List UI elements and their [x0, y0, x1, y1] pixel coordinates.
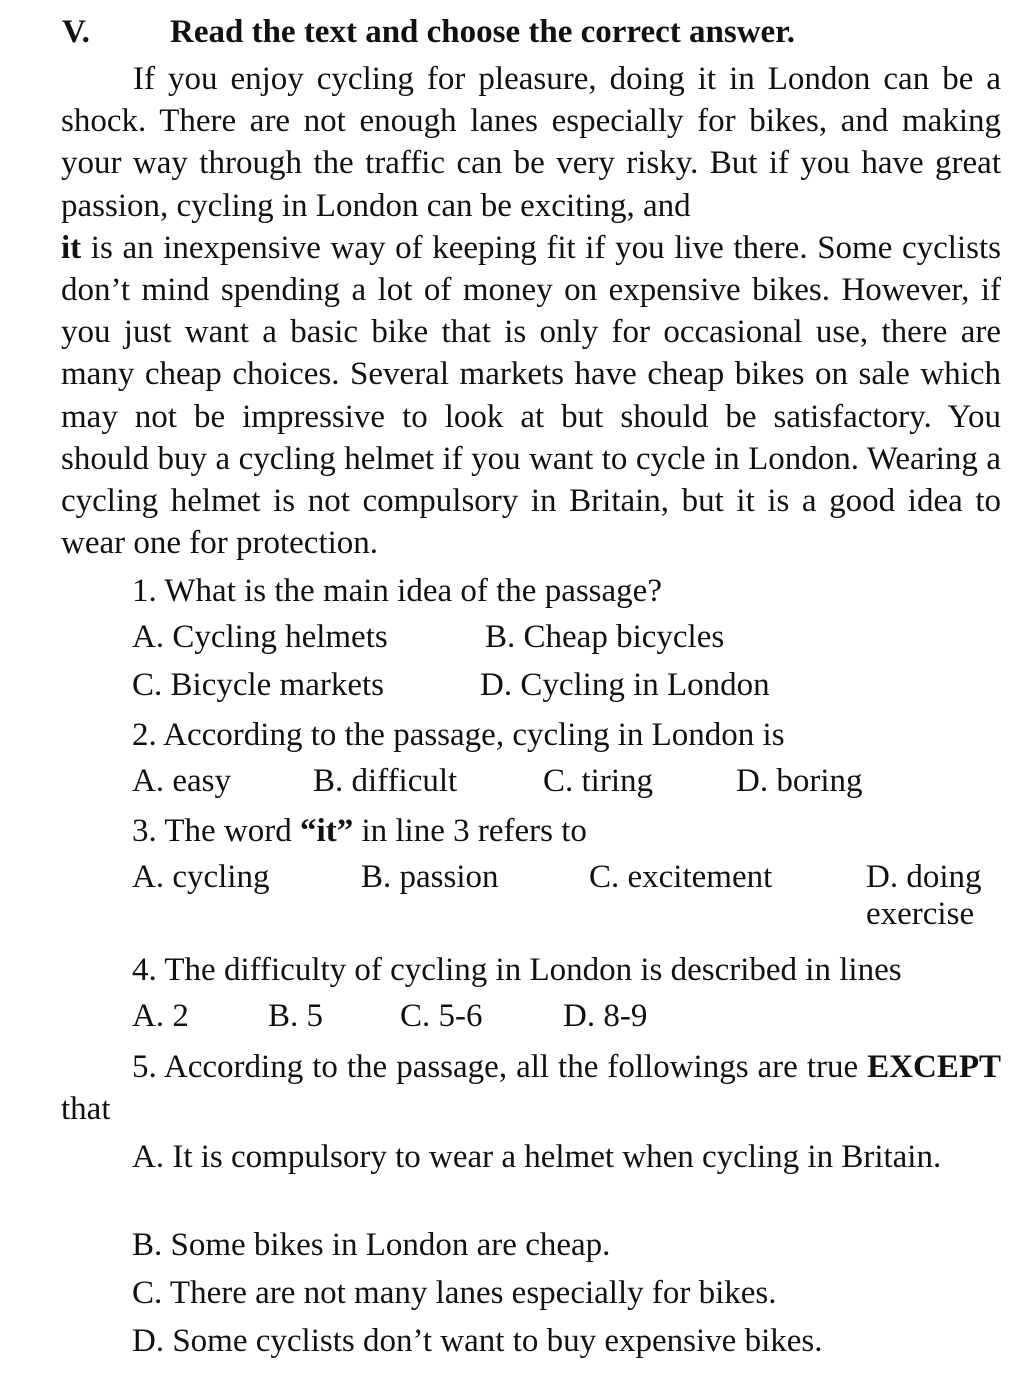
question-2-stem: 2. According to the passage, cycling in London is: [132, 717, 785, 753]
passage-part-1: If you enjoy cycling for pleasure, doing it in London can be a shock. There are not enough lanes especially for bikes, and making your way through the traffic can be very risky. But if you have great passion, cycling in London can be exciting, and: [61, 61, 1001, 224]
reading-passage: [61, 58, 1001, 564]
q4-option-c[interactable]: C. 5-6: [400, 998, 483, 1034]
q5-option-d[interactable]: D. Some cyclists don’t want to buy expensive bikes.: [132, 1323, 823, 1359]
section-instruction: Read the text and choose the correct answer.: [170, 14, 796, 50]
passage-bold-word: it: [61, 229, 82, 266]
question-3-stem: [132, 811, 587, 851]
q4-option-b[interactable]: B. 5: [268, 998, 324, 1034]
q3-option-c[interactable]: C. excitement: [589, 859, 773, 895]
q1-option-c[interactable]: C. Bicycle markets: [132, 667, 385, 703]
q4-option-a[interactable]: A. 2: [132, 998, 189, 1034]
q2-option-d[interactable]: D. boring: [736, 763, 863, 799]
q2-option-a[interactable]: A. easy: [132, 763, 231, 799]
q2-option-c[interactable]: C. tiring: [543, 763, 654, 799]
q3-stem-start: 3. The word: [132, 813, 301, 849]
q5-stem-start: 5. According to the passage, all the followings are true: [132, 1049, 868, 1085]
q3-stem-keyword: “it”: [300, 813, 354, 849]
q4-option-d[interactable]: D. 8-9: [563, 998, 648, 1034]
q1-option-d[interactable]: D. Cycling in London: [480, 667, 770, 703]
q2-option-b[interactable]: B. difficult: [313, 763, 458, 799]
q3-option-a[interactable]: A. cycling: [132, 859, 270, 895]
q5-option-c[interactable]: C. There are not many lanes especially for bikes.: [132, 1275, 777, 1311]
q1-option-b[interactable]: B. Cheap bicycles: [485, 619, 725, 655]
q3-option-b[interactable]: B. passion: [361, 859, 499, 895]
passage-part-2: is an inexpensive way of keeping fit if you live there. Some cyclists don’t mind spending a lot of money on expensive bikes. However, if you just want a basic bike that is only for occasional use, there are many cheap choices. Several markets have cheap bikes on sale which may not be impressive to look at but should be satisfactory. You should buy a cycling helmet if you want to cycle in London. Wearing a cycling helmet is not compulsory in Britain, but it is a good idea to wear one for protection.: [61, 229, 1001, 562]
q5-stem-end: that: [61, 1091, 111, 1127]
question-1-stem: 1. What is the main idea of the passage?: [132, 573, 662, 609]
q3-option-d-wrap: [61, 859, 1001, 932]
q5-option-b[interactable]: B. Some bikes in London are cheap.: [132, 1227, 611, 1263]
section-heading: [62, 10, 1002, 54]
q5-option-a[interactable]: A. It is compulsory to wear a helmet when cycling in Britain.: [132, 1139, 942, 1175]
q1-option-a[interactable]: A. Cycling helmets: [132, 619, 388, 655]
q5-stem-keyword: EXCEPT: [867, 1049, 1001, 1085]
section-number: V.: [62, 14, 90, 50]
q3-stem-end: in line 3 refers to: [353, 813, 587, 849]
question-5-stem: [61, 1046, 1001, 1130]
q3-option-d[interactable]: D. doing exercise: [866, 859, 982, 932]
question-4-stem: 4. The difficulty of cycling in London is described in lines: [132, 952, 902, 988]
